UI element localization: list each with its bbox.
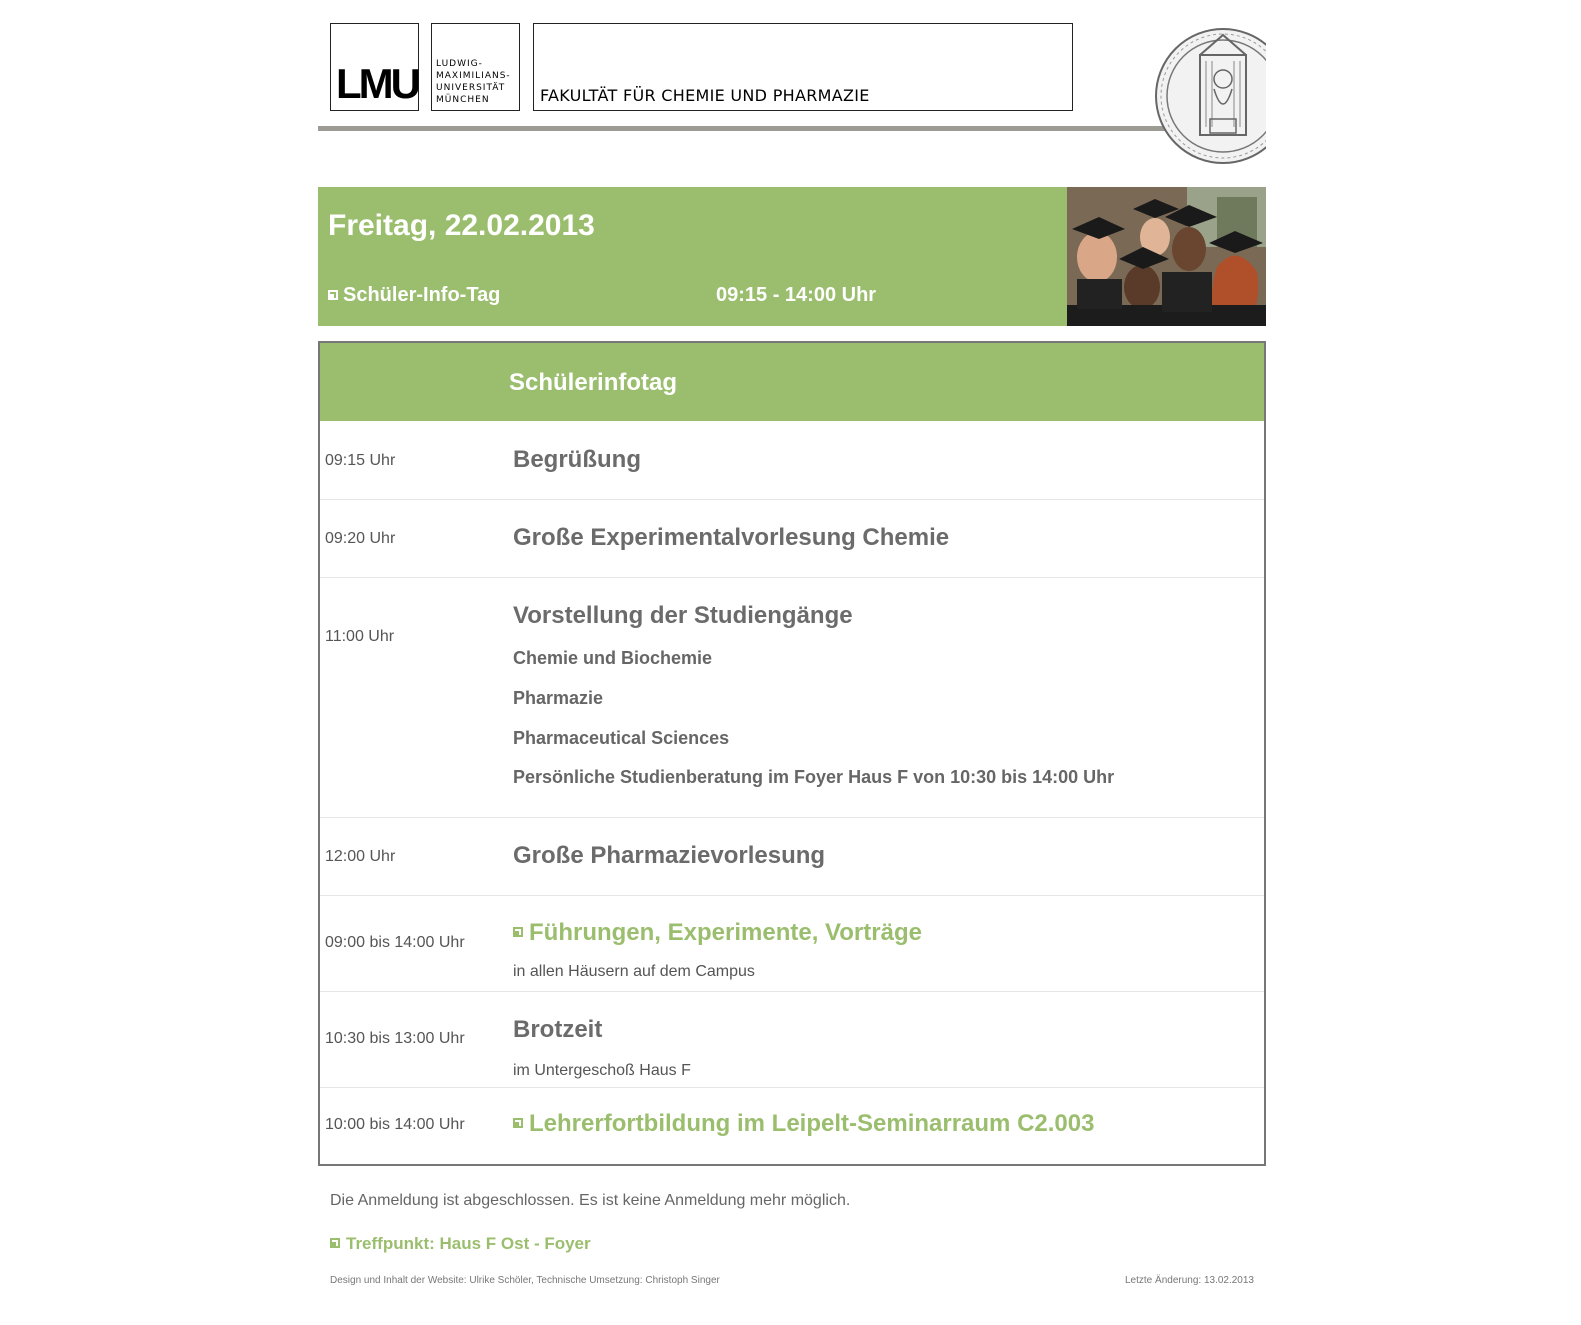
- external-link-icon: [513, 1118, 523, 1128]
- event-date: Freitag, 22.02.2013: [328, 209, 595, 242]
- row-time: 09:00 bis 14:00 Uhr: [325, 934, 465, 951]
- row-event: [513, 524, 949, 552]
- row-time: 09:15 Uhr: [325, 452, 396, 469]
- graduates-photo: [1067, 187, 1266, 326]
- faculty-name: FAKULTÄT FÜR CHEMIE UND PHARMAZIE: [540, 86, 870, 105]
- university-name-line: MAXIMILIANS-: [436, 71, 511, 81]
- row-time: 12:00 Uhr: [325, 848, 396, 865]
- schedule-row: [320, 992, 1264, 1088]
- row-title: Lehrerfortbildung im Leipelt-Seminarraum C2.003: [529, 1110, 1095, 1137]
- header-divider: [318, 126, 1266, 131]
- university-name: [436, 58, 511, 106]
- faculty-banner[interactable]: [533, 23, 1073, 111]
- tours-link[interactable]: [513, 919, 922, 947]
- event-banner: [318, 187, 1067, 326]
- programme-item: Persönliche Studienberatung im Foyer Haus F von 10:30 bis 14:00 Uhr: [513, 767, 1115, 787]
- schedule-table: [318, 341, 1266, 1166]
- external-link-icon: [328, 290, 338, 300]
- teacher-training-link[interactable]: [513, 1110, 1094, 1138]
- schedule-row: [320, 818, 1264, 896]
- event-link-label: Schüler-Info-Tag: [343, 284, 501, 306]
- row-time: 09:20 Uhr: [325, 530, 396, 547]
- row-event: [513, 602, 1114, 788]
- schedule-title: Schülerinfotag: [509, 369, 678, 396]
- meeting-point-link[interactable]: [330, 1234, 591, 1254]
- programme-item: Pharmaceutical Sciences: [513, 728, 730, 748]
- university-name-line: LUDWIG-: [436, 59, 483, 69]
- row-title: Große Experimentalvorlesung Chemie: [513, 524, 950, 551]
- schedule-row: [320, 421, 1264, 500]
- footer-credits: Design und Inhalt der Website: Ulrike Schöler, Technische Umsetzung: Christoph Singer: [330, 1275, 720, 1286]
- programme-item: Pharmazie: [513, 688, 604, 708]
- lmu-logo[interactable]: [330, 23, 419, 111]
- row-event: [513, 1110, 1094, 1138]
- row-time: 11:00 Uhr: [325, 628, 395, 645]
- footer-last-change: Letzte Änderung: 13.02.2013: [1125, 1275, 1254, 1286]
- schedule-header: [320, 343, 1264, 421]
- row-title: Große Pharmazievorlesung: [513, 842, 826, 869]
- row-event: [513, 919, 922, 981]
- programme-item: Chemie und Biochemie: [513, 648, 713, 668]
- event-link[interactable]: [328, 284, 500, 307]
- row-event: [513, 842, 825, 870]
- row-title: Führungen, Experimente, Vorträge: [529, 919, 922, 946]
- row-title: Vorstellung der Studiengänge: [513, 602, 853, 629]
- schedule-row: [320, 500, 1264, 578]
- lmu-logo-text: LMU: [336, 60, 418, 107]
- row-time: 10:30 bis 13:00 Uhr: [325, 1030, 465, 1047]
- row-time: 10:00 bis 14:00 Uhr: [325, 1116, 465, 1133]
- university-seal-icon: [1148, 27, 1266, 165]
- row-title: Brotzeit: [513, 1016, 603, 1043]
- university-name-logo[interactable]: [431, 23, 520, 111]
- university-name-line: MÜNCHEN: [436, 95, 490, 105]
- row-note: in allen Häusern auf dem Campus: [513, 963, 755, 980]
- university-name-line: UNIVERSITÄT: [436, 83, 506, 93]
- row-title: Begrüßung: [513, 446, 641, 473]
- row-event: [513, 446, 641, 474]
- registration-notice: Die Anmeldung ist abgeschlossen. Es ist keine Anmeldung mehr möglich.: [330, 1192, 851, 1209]
- schedule-row: [320, 578, 1264, 818]
- row-note: im Untergeschoß Haus F: [513, 1062, 691, 1079]
- schedule-row: [320, 896, 1264, 992]
- schedule-row: [320, 1088, 1264, 1164]
- row-event: [513, 1016, 691, 1080]
- external-link-icon: [330, 1238, 340, 1248]
- event-time: 09:15 - 14:00 Uhr: [716, 284, 877, 306]
- meeting-point-label: Treffpunkt: Haus F Ost - Foyer: [346, 1234, 591, 1253]
- external-link-icon: [513, 927, 523, 937]
